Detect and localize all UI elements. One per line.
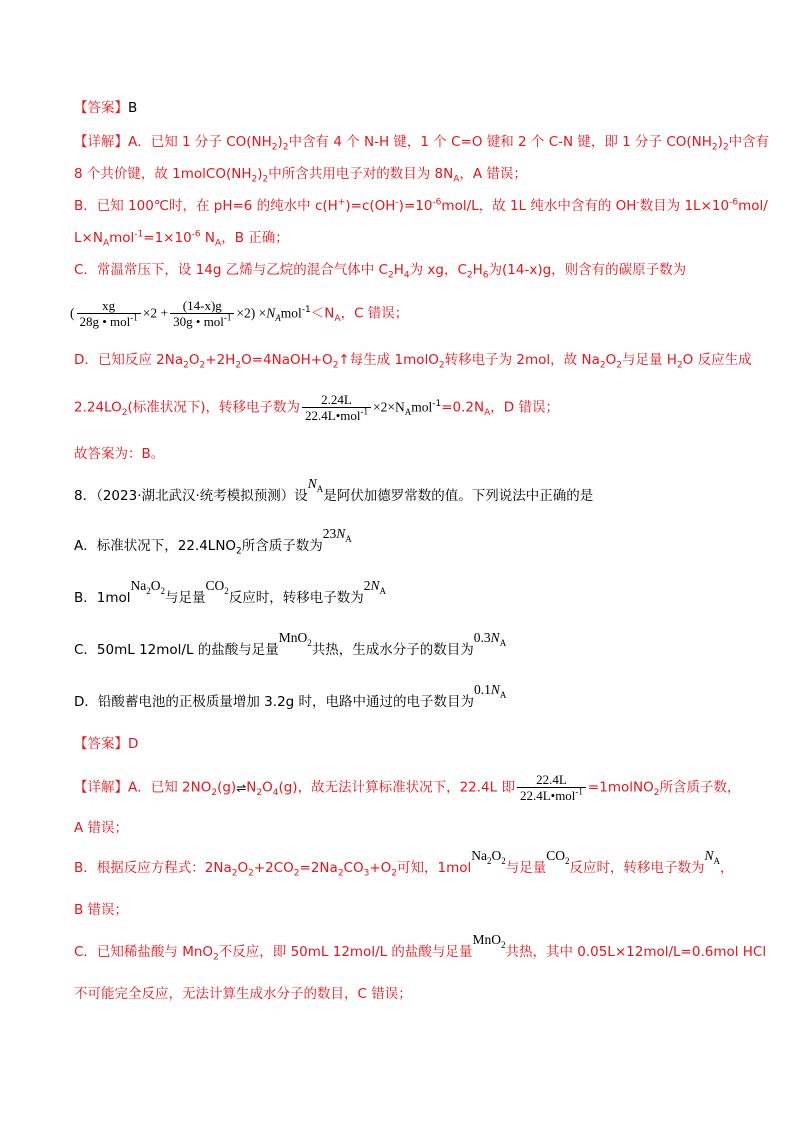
text: mol/L，故 1L 纯水中含有的 OH [441,198,637,214]
text: 是阿伏加德罗常数的值。下列说法中正确的是 [323,488,594,504]
text: ＜N [310,305,335,322]
text: 中含有 4 个 N-H 键，1 个 C=O 键和 2 个 C-N 键，即 1 分子 CO(NH [288,134,712,150]
text: C．已知稀盐酸与 MnO [74,944,214,960]
text: +O [369,860,392,876]
q8-detail-c2 [74,982,412,1002]
text: 22.4L•mol [305,408,361,423]
text: +2CO [253,860,294,876]
fraction-2 [170,298,234,329]
text: 中含有 [728,134,770,150]
text: D．已知反应 2Na [74,352,184,368]
text: 所含质子数为 [241,538,323,554]
text: B 错误； [74,902,129,918]
q8-detail-c: C．已知稀盐酸与 MnO$_2$不反应，即 50mL 12mol/L 的盐酸与足量MnO$_2$共热，其中 0.05L×12mol/L=0.6mol HCl [74,932,767,963]
text: 共热，生成水分子的数目为 [311,642,474,658]
text: C．常温常压下，设 14g 乙烯与乙烷的混合气体中 C [74,262,388,278]
fraction-1 [77,298,141,329]
text: 为(14-x)g，则含有的碳原子数为 [488,262,687,278]
text: 可知，1mol [397,860,472,876]
text: O=4NaOH+O [241,352,333,368]
text: N [307,476,317,491]
text: A．已知 2NO [128,779,212,796]
q7-conclusion [74,442,164,462]
text: O [188,352,200,368]
q7-formula-line: ( $\frac{xg}{28g • mol^{-1}}$ ×2 + $\frac{(14-x)g}{30g • mol^{-1}}$ $\times 2) \times N_Amol^{-1}<N_A$，C 错误； [70,298,409,329]
text: N [200,230,216,246]
q8-option-c: C．50mL 12mol/L 的盐酸与足量MnO$_2$共热，生成水分子的数目为$0.3N_A$ [74,630,507,658]
text: 中所含共用电子对的数目为 8N [268,166,454,182]
frac-den: 30g • mol$^{-1}$ [173,312,232,329]
text: 转移电子为 2mol，故 Na [444,352,600,368]
text: ) [277,134,283,150]
text: ×2 + [142,305,169,321]
text: 22.4L•mol [519,788,576,803]
text: 共热，其中 0.05L×12mol/L=0.6mol HCl [505,944,767,960]
frac-num: 22.4L [517,772,586,788]
paren-open: ( [70,305,75,321]
text: 2.24LO [74,399,122,416]
frac-num: xg [77,298,141,314]
text: ) [717,134,723,150]
frac-den: 22.4L•mol$^{-1}$ [305,406,368,423]
text: 0.3 [473,630,491,645]
text: 0.1 [474,682,491,697]
text: 8．（2023·湖北武汉·统考模拟预测）设 [74,488,308,504]
text: C．50mL 12mol/L 的盐酸与足量 [74,642,279,658]
q8-option-a: A．标准状况下，$22.4LNO_2$所含质子数为$23N_A$ [74,526,352,557]
text: L×N [74,230,103,246]
text: )=10 [398,198,433,214]
q7-detail-line3: B．已知 100℃时，在 pH=6 的纯水中 $c(H^+)=c(OH^-)=10^{-6}mol/L$，故 1L 纯水中含有的 OH-数目为 $1L\times 10^{-6}mol/$ [74,197,768,214]
text: (g) [217,779,237,796]
answer-value: D [128,736,139,752]
q7-detail-line7: D．已知反应 $2Na_2O_2+2H_2O=4NaOH+O_2↑$每生成 1molO$_2$转移电子为 2mol，故 $Na_2O_2$与足量 $H_2O$ 反应生成 [74,352,752,371]
text: B．1mol [74,590,131,606]
text: N [266,305,276,321]
text: 2 [363,578,371,593]
text: A．已知 1 分子 CO(NH [128,134,272,150]
text: 与足量 [165,590,206,606]
text: CO [343,860,364,876]
text: ，B 正确； [221,230,289,246]
text: MnO [278,630,308,645]
text: ↑每生成 1molO [338,352,439,368]
text: (标准状况下)，转移电子数为 [127,399,301,416]
q8-option-b: B．$1molNa_2O_2$与足量$CO_2$反应时，转移电子数为$2N_A$ [74,578,387,606]
text: ×2×N [372,399,405,415]
equilibrium-icon: ⇌ [236,780,247,795]
text: H [472,262,483,278]
q7-detail-line2: 8 个共价键，故 $1molCO(NH_2)_2$中所含共用电子对的数目为 $8N_A$，A 错误； [74,166,527,185]
text: 30g • mol [173,314,224,329]
q8-answer [74,732,138,752]
answer-label: 【答案】 [74,736,128,752]
text: A 错误； [74,820,129,836]
text: 所含质子数， [659,779,741,796]
text: =0.2N [441,399,485,416]
detail-label: 【详解】 [74,779,128,796]
text: 与足量 H [621,352,677,368]
frac-num: 2.24L [302,392,371,408]
text: mol [109,230,135,246]
text: 8 个共价键，故 1molCO(NH [74,166,252,182]
text: ， [720,860,734,876]
text: Na [130,578,147,593]
q7-detail-line8: $2.24LO_2$(标准状况下)，转移电子数为 $\frac{2.24L}{22.4L•mol^{-1}}$ $\times 2\times N_Amol^{-1}=0.2N_A$，D 错误； [74,392,559,423]
text: H [393,262,404,278]
text: ，A 错误； [459,166,527,182]
q8-stem: 8．（2023·湖北武汉·统考模拟预测）设$N_A$是阿伏加德罗常数的值。下列说法中正确的是 [74,476,594,504]
text: O [262,779,273,796]
text: ) [257,166,263,182]
text: 与足量 [505,860,547,876]
text: N [246,779,257,796]
text: )=c(OH [345,198,396,214]
q7-detail-line1: 【详解】A．已知 1 分子 $CO(NH_2)_2$中含有 4 个 N-H 键，1 个 C=O 键和 2 个 C-N 键，即 1 分子 $CO(NH_2)_2$中含有 [74,134,770,153]
q8-detail-a-err [74,816,128,836]
text: 反应时，转移电子数为 [569,860,705,876]
text: =2Na [299,860,338,876]
detail-label: 【详解】 [74,134,128,150]
text: O 反应生成 [682,352,752,368]
text: 不可能完全反应，无法计算生成水分子的数目，C 错误； [74,986,412,1002]
text: O [605,352,617,368]
q8-detail-b: B．根据反应方程式：$2Na_2O_2+2CO_2=2Na_2CO_3+O_2$可知，$1molNa_2O_2$与足量$CO_2$反应时，转移电子数为$N_A$， [74,848,734,879]
text: O [237,860,249,876]
fraction-4 [517,772,586,803]
text: (g)，故无法计算标准状况下，22.4L 即 [278,779,515,796]
text: =1molNO [587,779,654,796]
q8-detail-b-err [74,898,128,918]
text: ，C 错误； [340,305,409,322]
text: 28g • mol [79,314,131,329]
text: +2H [205,352,236,368]
frac-num: (14-x)g [170,298,234,314]
q7-answer [74,96,137,116]
text: 为 xg，C [409,262,467,278]
text: 故答案为：B。 [74,446,165,462]
text: ，D 错误； [490,399,559,416]
text: B．已知 100℃时，在 pH=6 的纯水中 c(H [74,198,338,214]
frac-den: 28g • mol$^{-1}$ [79,312,138,329]
q7-detail-line5: C．常温常压下，设 14g 乙烯与乙烷的混合气体中 $C_2H_4$为 xg，$C_2H_6$为(14-x)g，则含有的碳原子数为 [74,262,687,281]
text: 23 [322,526,337,541]
fraction-3 [302,392,371,423]
answer-label: 【答案】 [74,100,128,116]
text: D．铅酸蓄电池的正极质量增加 3.2g 时，电路中通过的电子数目为 [74,694,475,710]
text: A．标准状况下，22.4LNO [74,538,237,554]
text: =1×10 [143,230,192,246]
text: ×2) × [236,305,267,321]
q7-detail-line4: $L\times N_Amol^{-1}=1\times 10^{-6}$ $N_A$，B 正确； [74,229,289,249]
text: mol [411,399,433,415]
text: 反应时，转移电子数为 [228,590,364,606]
q8-detail-a: 【详解】A．已知 $2NO_2(g)\rightleftharpoons N_2O_4(g)$，故无法计算标准状况下，22.4L 即 $\frac{22.4L}{22.4L•mol^{-1}}$ =1molNO$_2$所含质子数， [74,772,741,803]
text: mol/ [738,198,768,214]
text: CO [205,578,225,593]
q8-option-d: D．铅酸蓄电池的正极质量增加 3.2g 时，电路中通过的电子数目为$0.1N_A$ [74,682,507,710]
frac-den: 22.4L•mol$^{-1}$ [519,786,583,803]
answer-value: B [128,100,138,116]
text: mol [280,305,302,321]
text: B．根据反应方程式：2Na [74,860,232,876]
text: 数目为 1L×10 [639,198,730,214]
text: 不反应，即 50mL 12mol/L 的盐酸与足量 [218,944,473,960]
